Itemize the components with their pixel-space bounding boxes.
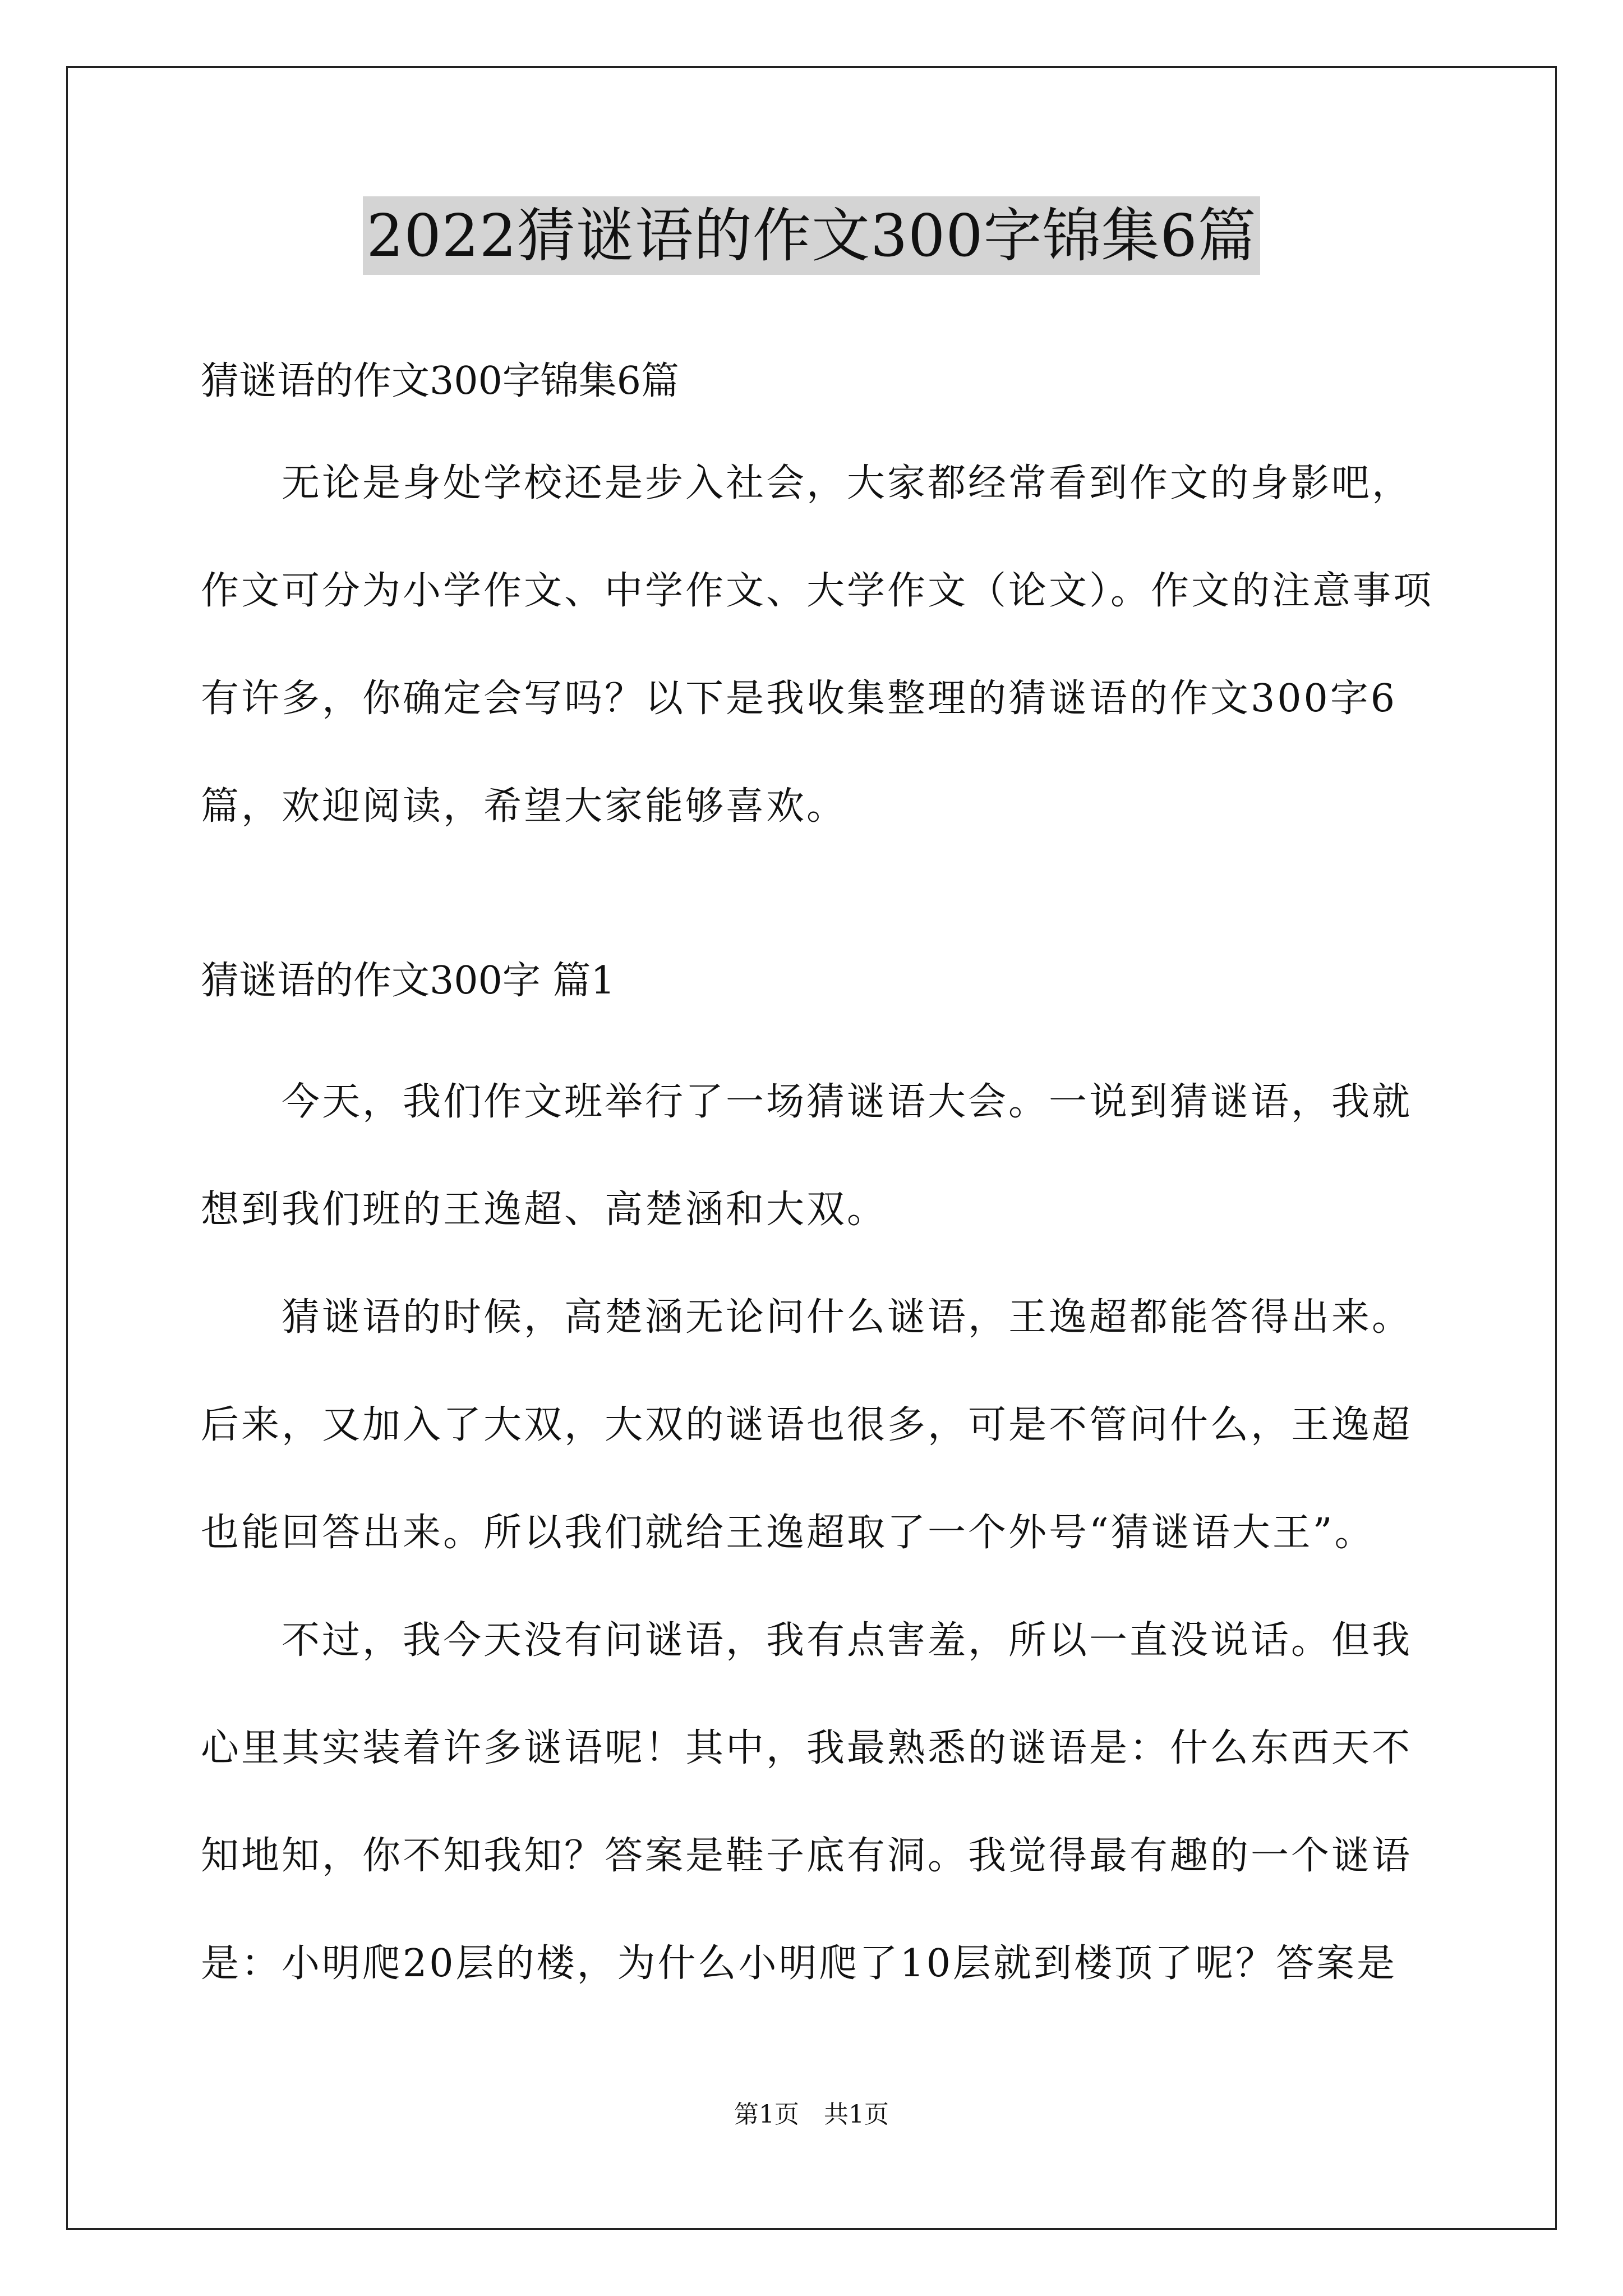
text-line: 有许多，你确定会写吗？以下是我收集整理的猜谜语的作文300字6 — [201, 677, 1398, 721]
text-line: 知地知，你不知我知？答案是鞋子底有洞。我觉得最有趣的一个谜语 — [201, 1834, 1413, 1878]
document-title: 2022猜谜语的作文300字锦集6篇 — [363, 196, 1260, 275]
text-line: 是：小明爬20层的楼，为什么小明爬了10层就到楼顶了呢？答案是 — [201, 1941, 1398, 1986]
text-line: 心里其实装着许多谜语呢！其中，我最熟悉的谜语是：什么东西天不 — [201, 1726, 1413, 1770]
text-line: 也能回答出来。所以我们就给王逸超取了一个外号“猜谜语大王”。 — [201, 1511, 1375, 1555]
text-line: 无论是身处学校还是步入社会，大家都经常看到作文的身影吧， — [201, 461, 1413, 505]
text-line: 想到我们班的王逸超、高楚涵和大双。 — [201, 1188, 888, 1232]
body-paragraph — [201, 1048, 1435, 1264]
body-paragraph — [201, 1264, 1435, 1587]
text-line: 猜谜语的时候，高楚涵无论问什么谜语，王逸超都能答得出来。 — [201, 1295, 1413, 1340]
document-subtitle: 猜谜语的作文300字锦集6篇 — [201, 359, 680, 403]
page-footer: 第1页 共1页 — [734, 2100, 889, 2129]
intro-paragraph — [201, 430, 1435, 861]
text-line: 不过，我今天没有问谜语，我有点害羞，所以一直没说话。但我 — [201, 1618, 1413, 1663]
text-line: 篇，欢迎阅读，希望大家能够喜欢。 — [201, 784, 847, 829]
text-line: 今天，我们作文班举行了一场猜谜语大会。一说到猜谜语，我就 — [201, 1080, 1413, 1124]
text-line: 作文可分为小学作文、中学作文、大学作文（论文）。作文的注意事项 — [201, 569, 1434, 613]
document-body — [201, 314, 1435, 2018]
text-line: 后来，又加入了大双，大双的谜语也很多，可是不管问什么，王逸超 — [201, 1403, 1413, 1447]
title-block — [0, 196, 1623, 275]
body-paragraph — [201, 1587, 1435, 2018]
section-heading: 猜谜语的作文300字 篇1 — [201, 959, 615, 1003]
